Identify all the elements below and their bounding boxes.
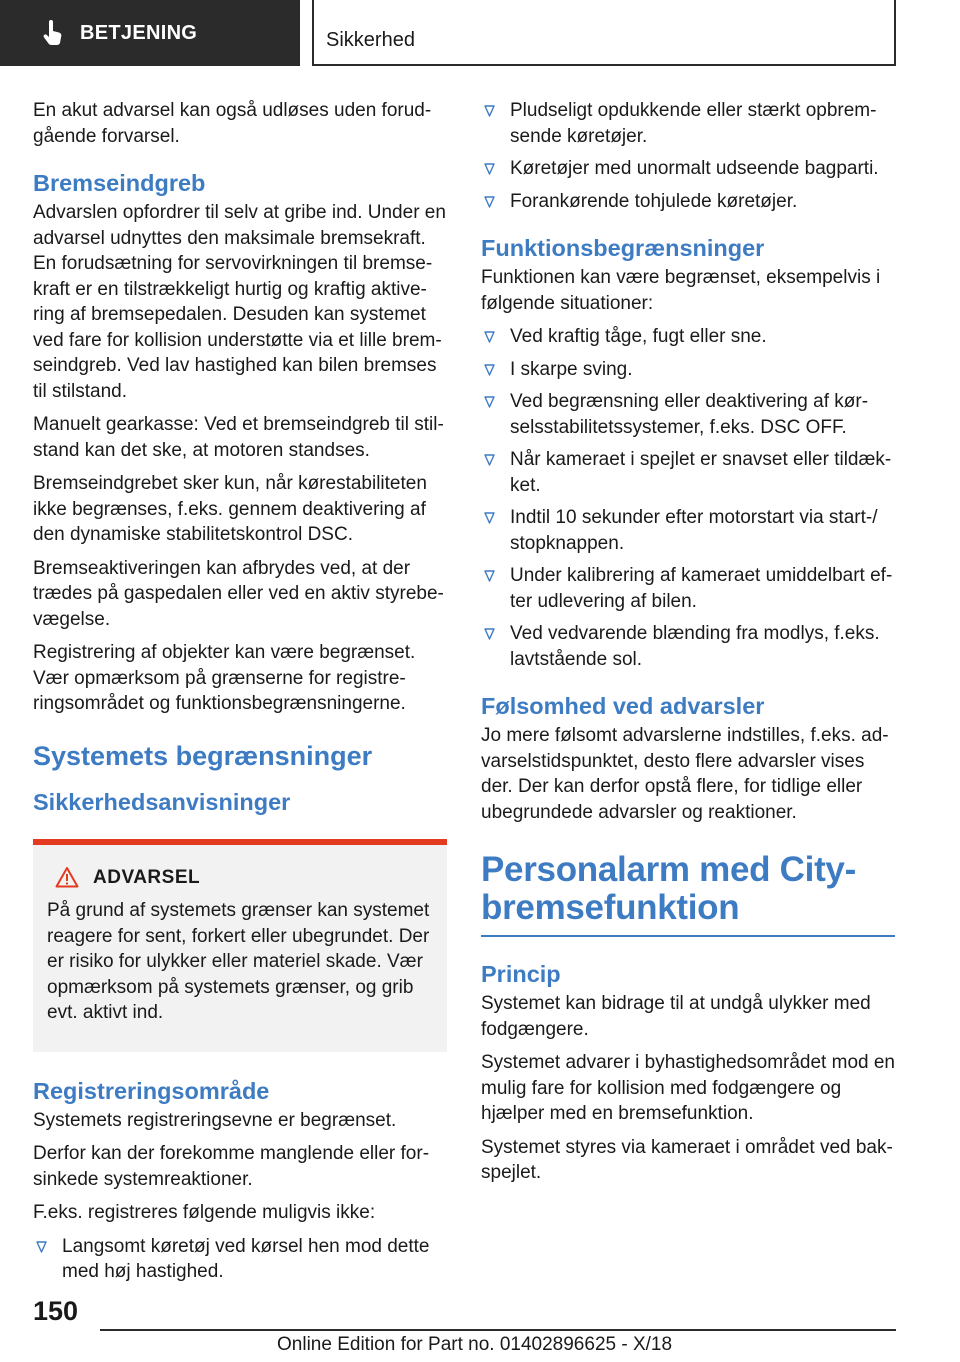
triangle-bullet-icon [484, 512, 495, 524]
triangle-bullet-icon [484, 331, 495, 343]
list-item [481, 357, 895, 383]
list-item [481, 156, 895, 182]
right-column [481, 98, 895, 1194]
heading-princip: Princip [481, 961, 561, 987]
list-item-text: Ved begrænsning eller deaktivering af kørselsstabilitetssystemer, f.eks. DSC OFF. [510, 391, 869, 438]
list-item-text: Når kameraet i spejlet er snavset eller tildækket. [510, 449, 892, 496]
list-item-text: I skarpe sving. [510, 358, 633, 380]
paragraph: Systemet kan bidrage til at undgå ulykker med fodgængere. [481, 993, 871, 1040]
triangle-bullet-icon [36, 1241, 47, 1253]
triangle-bullet-icon [484, 570, 495, 582]
triangle-bullet-icon [484, 628, 495, 640]
heading-personalarm: Personalarm med City-bremsefunktion [481, 851, 895, 937]
paragraph: Registrering af objekter kan være begrænset. Vær opmærksom på grænserne for registreringsområdet og funktionsbegrænsningerne. [33, 642, 416, 714]
list-item [481, 389, 895, 440]
list-item-text: Ved vedvarende blænding fra modlys, f.eks. lavtstående sol. [510, 623, 880, 670]
page-number: 150 [33, 1296, 79, 1326]
triangle-bullet-icon [484, 163, 495, 175]
warning-triangle-icon [55, 866, 79, 888]
list-item-text: Ved kraftig tåge, fugt eller sne. [510, 326, 767, 347]
section-title: Sikkerhed [326, 29, 415, 51]
paragraph: Derfor kan der forekomme manglende eller forsinkede systemreaktioner. [33, 1143, 430, 1190]
chapter-label: BETJENING [80, 21, 198, 44]
paragraph: Bremseaktiveringen kan afbrydes ved, at der trædes på gaspedalen eller ved en aktiv styrebevægelse. [33, 557, 444, 630]
left-column [33, 98, 447, 1292]
list-item [481, 563, 895, 614]
paragraph: Systemet advarer i byhastighedsområdet mod en mulig fare for kollision med fodgængere og hjælper med en bremsefunktion. [481, 1052, 895, 1124]
paragraph: Systemet styres via kameraet i området ved bakspejlet. [481, 1136, 893, 1183]
chapter-tab [0, 0, 300, 66]
warning-header [47, 865, 431, 891]
heading-registreringsomraade: Registreringsområde [33, 1077, 270, 1104]
paragraph: Jo mere følsomt advarslerne indstilles, f.eks. advarselstidspunktet, desto flere advarsler vises der. Der kan derfor opstå flere, for tidlige eller ubegrundede advarsler og reaktioner. [481, 725, 889, 823]
list-item [481, 447, 895, 498]
intro-paragraph: En akut advarsel kan også udløses uden forudgående forvarsel. [33, 100, 432, 147]
section-header [312, 0, 896, 66]
list-item-text: Under kalibrering af kameraet umiddelbart efter udlevering af bilen. [510, 565, 893, 612]
list-item-text: Pludseligt opdukkende eller stærkt opbremsende køretøjer. [510, 100, 877, 147]
list-item-text: Køretøjer med unormalt udseende bagparti. [510, 158, 879, 179]
paragraph: Funktionen kan være begrænset, eksempelvis i følgende situationer: [481, 267, 881, 314]
detection-list [33, 1234, 447, 1285]
list-item [481, 324, 895, 350]
paragraph: Advarslen opfordrer til selv at gribe ind. Under en advarsel udnyttes den maksimale bremsekraft. En forudsætning for servovirkningen til bremsekraft er en tilstrækkeligt hurtig og kraftig aktivering af bremsepedalen. Desuden kan systemet ved fare for kollision understøtte via et lille bremseindgreb. Ved lav hastighed kan bilen bremses til stilstand. [33, 202, 446, 402]
paragraph: Bremseindgrebet sker kun, når kørestabiliteten ikke begrænses, f.eks. gennem deaktivering af den dynamiske stabilitetskontrol DSC. [33, 473, 427, 545]
warning-title: ADVARSEL [93, 866, 201, 888]
paragraph: Manuelt gearkasse: Ved et bremseindgreb til stilstand kan det ske, at motoren standses. [33, 414, 444, 461]
triangle-bullet-icon [484, 396, 495, 408]
list-item-text: Forankørende tohjulede køretøjer. [510, 190, 798, 212]
detection-list-continued [481, 98, 895, 214]
heading-folsomhed: Følsomhed ved advarsler [481, 693, 765, 719]
paragraph: F.eks. registreres følgende muligvis ikke: [33, 1202, 376, 1223]
warning-box [33, 839, 447, 1052]
list-item [481, 505, 895, 556]
hand-pointer-icon [42, 20, 64, 46]
limitation-list [481, 324, 895, 672]
list-item-text: Indtil 10 sekunder efter motorstart via start-/ stopknappen. [510, 507, 878, 554]
list-item [481, 98, 895, 149]
warning-text: På grund af systemets grænser kan systemet reagere for sent, forkert eller ubegrundet. Der er risiko for ulykker eller materiel skade. Vær opmærksom på systemets grænser, og grib evt. aktivt ind. [47, 900, 430, 1023]
list-item [33, 1234, 447, 1285]
heading-systemets-begraensninger: Systemets begrænsninger [33, 740, 373, 771]
list-item [481, 189, 895, 215]
heading-funktionsbegraensninger: Funktionsbegrænsninger [481, 235, 765, 261]
paragraph: Systemets registreringsevne er begrænset. [33, 1109, 397, 1131]
triangle-bullet-icon [484, 196, 495, 208]
list-item-text: Langsomt køretøj ved kørsel hen mod dette med høj hastighed. [62, 1235, 430, 1282]
list-item [481, 621, 895, 672]
triangle-bullet-icon [484, 364, 495, 376]
triangle-bullet-icon [484, 105, 495, 117]
footer-edition: Online Edition for Part no. 01402896625 - X/18 [277, 1334, 673, 1355]
footer-divider [100, 1329, 896, 1331]
heading-sikkerhedsanvisninger: Sikkerhedsanvisninger [33, 788, 291, 815]
triangle-bullet-icon [484, 454, 495, 466]
heading-bremseindgreb: Bremseindgreb [33, 170, 206, 196]
